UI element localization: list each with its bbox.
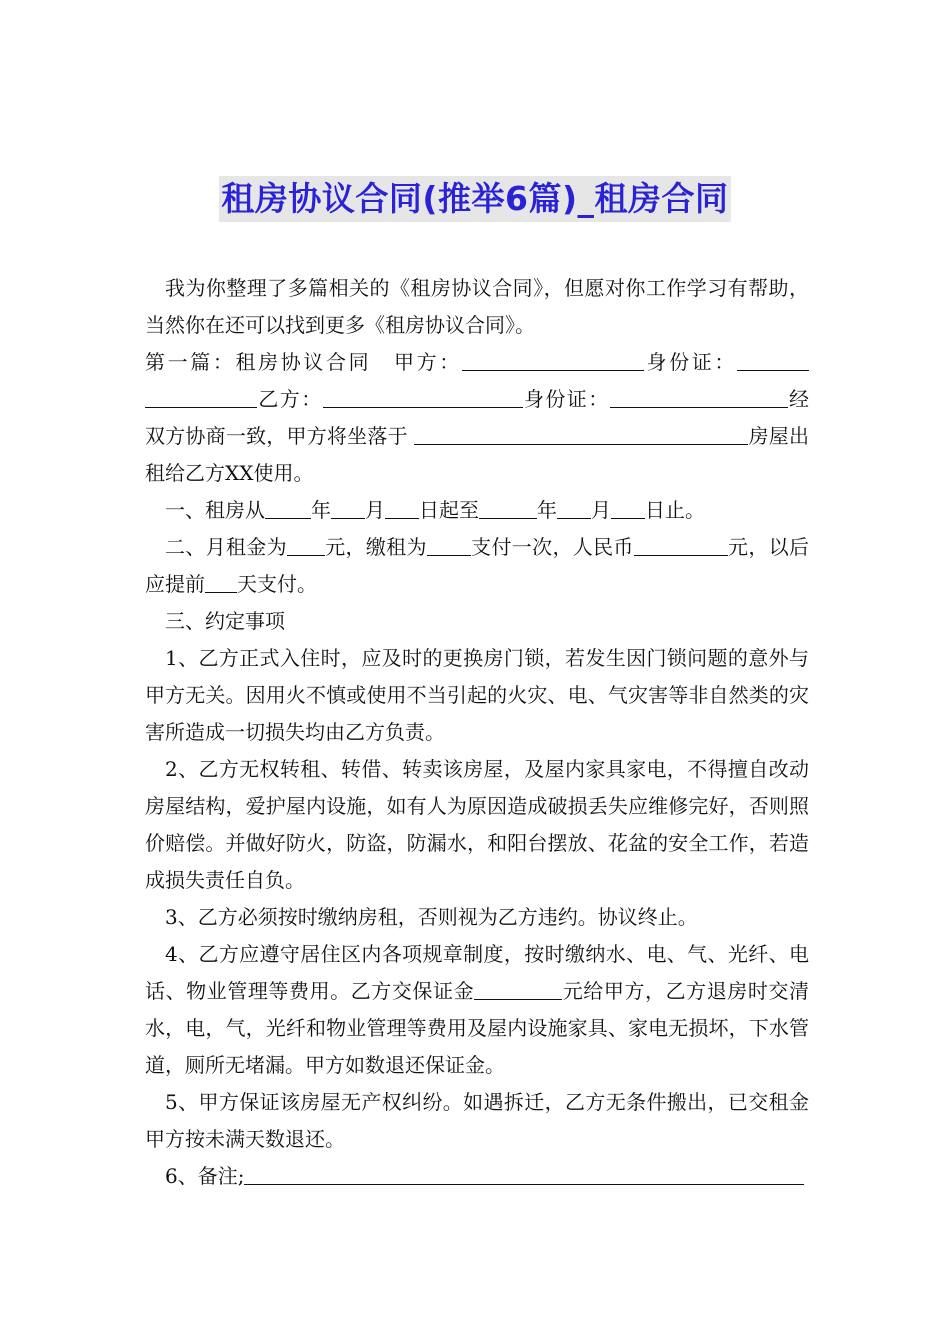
term-text-e: 年 (537, 498, 557, 522)
first-article-paragraph (145, 344, 809, 492)
blank-remarks (244, 1162, 804, 1185)
item-3: 3、乙方必须按时缴纳房租，否则视为乙方违约。协议终止。 (165, 905, 698, 929)
rent-text-b: 元，缴租为 (324, 535, 427, 559)
term-text-g: 日止。 (645, 498, 705, 522)
intro-paragraph: 我为你整理了多篇相关的《租房协议合同》，但愿对你工作学习有帮助，当然你在还可以找到更多《租房协议合同》。 (145, 276, 809, 337)
item-4-text-a: 4、乙方应遵守居住区内各项规章制度，按时缴纳水、电、气、光纤、电话、物业管理等费用。乙方交保证金 (145, 942, 809, 1003)
rent-text-e: 天支付。 (237, 572, 317, 596)
first-label: 第一篇：租房协议合同 甲方： (145, 350, 462, 374)
term-text-d: 日起至 (419, 498, 479, 522)
term-text-c: 月 (365, 498, 385, 522)
party-b-label: 乙方： (257, 387, 323, 411)
item-5: 5、甲方保证该房屋无产权纠纷。如遇拆迁，乙方无条件搬出，已交租金甲方按未满天数退还。 (145, 1090, 809, 1151)
title-wrap (0, 176, 950, 222)
blank-payment-period (427, 533, 471, 556)
document-body (145, 270, 809, 1195)
rent-text-c: 支付一次，人民币 (470, 535, 634, 559)
blank-end-year (479, 496, 537, 519)
rent-paragraph (145, 529, 809, 603)
blank-id-a-1 (737, 348, 809, 371)
blank-start-year (265, 496, 311, 519)
blank-monthly-rent (287, 533, 325, 556)
item-4 (145, 936, 809, 1084)
blank-deposit (474, 977, 562, 1000)
term-text-f: 月 (591, 498, 611, 522)
section-3-heading: 三、约定事项 (165, 609, 285, 633)
blank-end-day (611, 496, 645, 519)
rent-text-a: 二、月租金为 (165, 535, 287, 559)
blank-rmb-amount (634, 533, 728, 556)
term-text-a: 一、租房从 (165, 498, 265, 522)
item-2: 2、乙方无权转租、转借、转卖该房屋，及屋内家具家电，不得擅自改动房屋结构，爱护屋内设施，如有人为原因造成破损丢失应维修完好，否则照价赔偿。并做好防火，防盗，防漏水，和阳台摆放、花盆的安全工作，若造成损失责任自负。 (145, 757, 809, 892)
rent-text-d: 元，以后应提前 (145, 535, 810, 596)
id-label-b: 身份证： (522, 387, 610, 411)
term-paragraph (145, 492, 809, 529)
blank-address (414, 422, 748, 445)
id-label-a: 身份证： (643, 350, 738, 374)
blank-end-month (557, 496, 591, 519)
blank-party-a (462, 348, 644, 371)
rent-out-text: 房屋出租给乙方XX使用。 (145, 424, 810, 485)
blank-start-day (385, 496, 419, 519)
item-1: 1、乙方正式入住时，应及时的更换房门锁，若发生因门锁问题的意外与甲方无关。因用火不慎或使用不当引起的火灾、电、气灾害等非自然类的灾害所造成一切损失均由乙方负责。 (145, 646, 809, 744)
blank-start-month (331, 496, 365, 519)
blank-party-b (323, 385, 523, 408)
item-4-text-b: 元给甲方，乙方退房时交清水，电，气，光纤和物业管理等费用及屋内设施家具、家电无损坏，下水管道，厕所无堵漏。甲方如数退还保证金。 (145, 979, 810, 1077)
document-title: 租房协议合同(推举6篇)_租房合同 (219, 176, 730, 222)
item-6-label: 6、备注; (165, 1164, 245, 1188)
term-text-b: 年 (311, 498, 331, 522)
item-6 (145, 1158, 809, 1195)
blank-id-b (610, 385, 788, 408)
blank-id-a-2 (145, 385, 257, 408)
agreement-text: 经双方协商一致，甲方将坐落于 (145, 387, 810, 448)
blank-advance-days (205, 570, 237, 593)
